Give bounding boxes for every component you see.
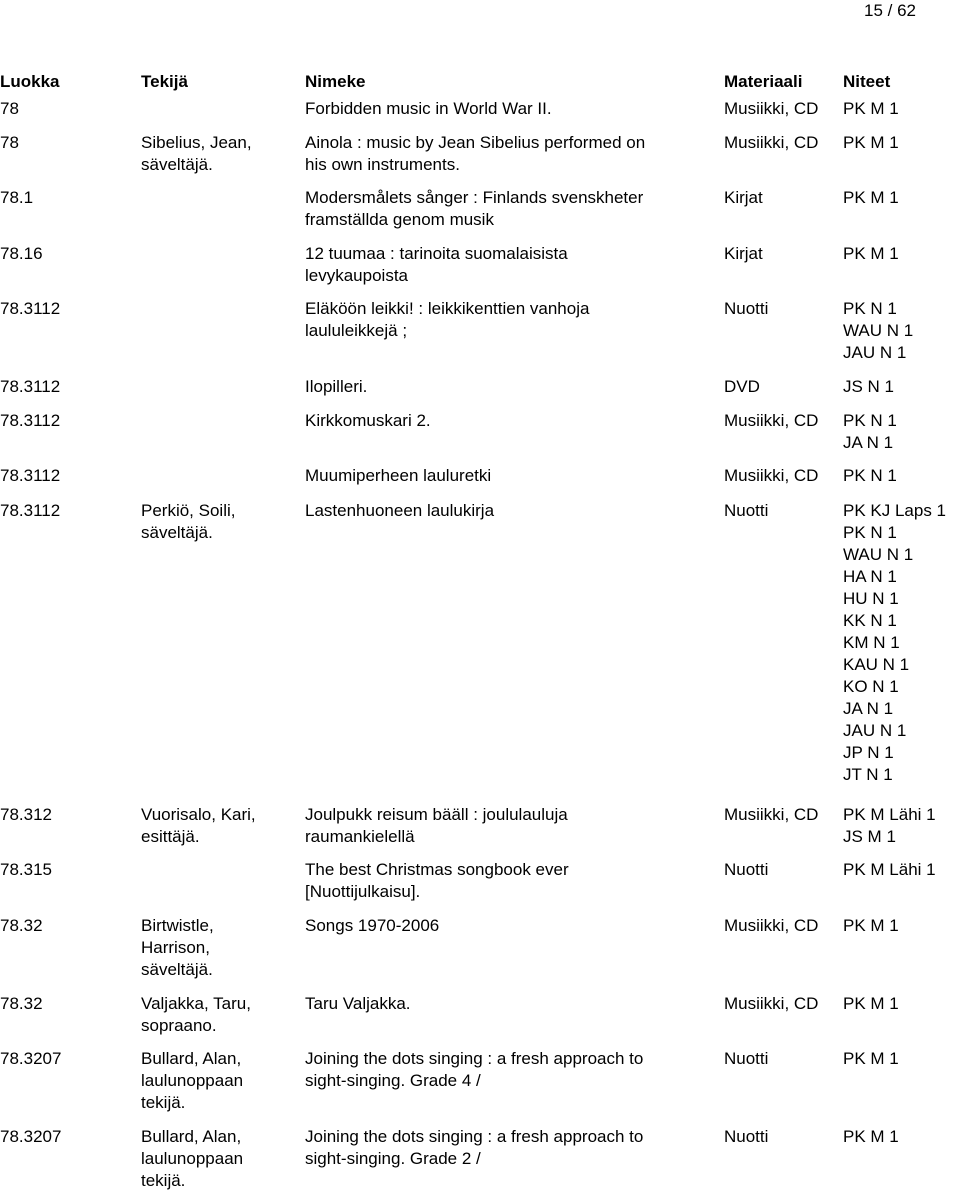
notes-line: JT N 1: [843, 765, 893, 784]
title-line: Eläköön leikki! : leikkikenttien vanhoja: [305, 299, 590, 318]
material-cell: Nuotti: [724, 299, 769, 318]
notes-cell: [843, 1126, 899, 1148]
title-line: levykaupoista: [305, 266, 409, 285]
notes-cell: [843, 243, 899, 265]
material-cell: Nuotti: [724, 501, 769, 520]
notes-line: JS M 1: [843, 827, 896, 846]
notes-line: PK N 1: [843, 466, 897, 485]
class-cell: 78.3112: [0, 377, 61, 396]
notes-line: PK N 1: [843, 411, 897, 430]
material-cell: Musiikki, CD: [724, 133, 819, 152]
notes-line: PK M 1: [843, 188, 899, 207]
notes-line: JP N 1: [843, 743, 894, 762]
class-cell: 78.312: [0, 805, 52, 824]
author-line: Bullard, Alan,: [141, 1127, 242, 1146]
notes-cell: [843, 859, 936, 881]
author-line: Bullard, Alan,: [141, 1049, 242, 1068]
header-author: Tekijä: [141, 72, 188, 91]
class-cell: 78.3112: [0, 411, 61, 430]
author-cell: [141, 132, 252, 176]
header-material: Materiaali: [724, 72, 803, 91]
material-cell: Musiikki, CD: [724, 994, 819, 1013]
notes-line: PK N 1: [843, 523, 897, 542]
title-cell: [305, 298, 589, 342]
class-cell: 78.32: [0, 916, 43, 935]
title-cell: [305, 804, 568, 848]
title-cell: [305, 993, 411, 1015]
notes-line: PK M 1: [843, 1127, 899, 1146]
notes-line: HA N 1: [843, 567, 897, 586]
title-line: his own instruments.: [305, 155, 460, 174]
title-cell: [305, 98, 552, 120]
title-cell: [305, 187, 643, 231]
class-cell: 78: [0, 133, 19, 152]
class-cell: 78.3207: [0, 1049, 62, 1068]
notes-line: PK M 1: [843, 916, 899, 935]
class-cell: 78.3207: [0, 1127, 62, 1146]
notes-line: PK M 1: [843, 133, 899, 152]
notes-cell: [843, 187, 899, 209]
notes-line: KO N 1: [843, 677, 899, 696]
title-line: Songs 1970-2006: [305, 916, 440, 935]
notes-cell: [843, 132, 899, 154]
title-line: sight-singing. Grade 4 /: [305, 1071, 481, 1090]
author-cell: [141, 500, 235, 544]
notes-line: PK M 1: [843, 1049, 899, 1068]
author-line: laulunoppaan: [141, 1071, 244, 1090]
notes-cell: [843, 298, 913, 364]
author-line: säveltäjä.: [141, 523, 213, 542]
title-line: Joining the dots singing : a fresh approach to: [305, 1127, 644, 1146]
notes-line: JA N 1: [843, 433, 894, 452]
class-cell: 78.315: [0, 860, 52, 879]
material-cell: Nuotti: [724, 860, 769, 879]
class-cell: 78.3112: [0, 501, 61, 520]
title-line: Modersmålets sånger : Finlands svenskheter: [305, 188, 644, 207]
notes-cell: [843, 410, 897, 454]
author-cell: [141, 915, 214, 981]
material-cell: Musiikki, CD: [724, 916, 819, 935]
notes-line: PK M Lähi 1: [843, 860, 936, 879]
author-cell: [141, 993, 251, 1037]
material-cell: Nuotti: [724, 1127, 769, 1146]
author-cell: [141, 1048, 243, 1114]
title-line: Ilopilleri.: [305, 377, 368, 396]
author-line: Perkiö, Soili,: [141, 501, 236, 520]
class-cell: 78.3112: [0, 466, 61, 485]
title-line: Kirkkomuskari 2.: [305, 411, 431, 430]
notes-line: KAU N 1: [843, 655, 910, 674]
notes-cell: [843, 98, 899, 120]
title-line: Joining the dots singing : a fresh approach to: [305, 1049, 644, 1068]
notes-line: KK N 1: [843, 611, 897, 630]
author-line: sopraano.: [141, 1016, 217, 1035]
notes-line: PK M 1: [843, 99, 899, 118]
material-cell: DVD: [724, 377, 760, 396]
title-line: 12 tuumaa : tarinoita suomalaisista: [305, 244, 568, 263]
notes-line: JS N 1: [843, 377, 895, 396]
title-cell: [305, 465, 491, 487]
title-cell: [305, 500, 494, 522]
header-notes: Niteet: [843, 72, 891, 91]
notes-cell: [843, 500, 946, 786]
title-line: laululeikkejä ;: [305, 321, 408, 340]
title-cell: [305, 410, 431, 432]
author-cell: [141, 804, 256, 848]
title-line: [Nuottijulkaisu].: [305, 882, 421, 901]
title-line: raumankielellä: [305, 827, 415, 846]
class-cell: 78.32: [0, 994, 43, 1013]
title-line: Forbidden music in World War II.: [305, 99, 552, 118]
notes-line: PK M Lähi 1: [843, 805, 936, 824]
author-line: laulunoppaan: [141, 1149, 244, 1168]
notes-cell: [843, 993, 899, 1015]
class-cell: 78.1: [0, 188, 34, 207]
header-title: Nimeke: [305, 72, 366, 91]
class-cell: 78: [0, 99, 19, 118]
author-line: esittäjä.: [141, 827, 200, 846]
title-cell: [305, 376, 367, 398]
title-cell: [305, 1126, 643, 1170]
notes-cell: [843, 376, 894, 398]
author-cell: [141, 1126, 243, 1192]
notes-line: KM N 1: [843, 633, 900, 652]
notes-line: PK KJ Laps 1: [843, 501, 947, 520]
title-line: Ainola : music by Jean Sibelius performed on: [305, 133, 646, 152]
author-line: tekijä.: [141, 1093, 186, 1112]
material-cell: Musiikki, CD: [724, 99, 819, 118]
title-line: sight-singing. Grade 2 /: [305, 1149, 481, 1168]
title-line: framställda genom musik: [305, 210, 494, 229]
author-line: Birtwistle,: [141, 916, 214, 935]
title-line: Lastenhuoneen laulukirja: [305, 501, 495, 520]
notes-cell: [843, 1048, 899, 1070]
title-cell: [305, 859, 569, 903]
author-line: tekijä.: [141, 1171, 186, 1190]
title-cell: [305, 132, 645, 176]
page-number: 15 / 62: [864, 1, 916, 20]
notes-line: PK N 1: [843, 299, 897, 318]
notes-cell: [843, 915, 899, 937]
author-line: Harrison,: [141, 938, 210, 957]
author-line: säveltäjä.: [141, 155, 213, 174]
author-line: säveltäjä.: [141, 960, 213, 979]
material-cell: Kirjat: [724, 188, 763, 207]
material-cell: Nuotti: [724, 1049, 769, 1068]
class-cell: 78.3112: [0, 299, 61, 318]
notes-line: JAU N 1: [843, 343, 907, 362]
material-cell: Kirjat: [724, 244, 763, 263]
notes-cell: [843, 465, 897, 487]
notes-line: PK M 1: [843, 244, 899, 263]
notes-line: JAU N 1: [843, 721, 907, 740]
material-cell: Musiikki, CD: [724, 805, 819, 824]
title-cell: [305, 1048, 643, 1092]
author-line: Vuorisalo, Kari,: [141, 805, 256, 824]
notes-line: HU N 1: [843, 589, 899, 608]
title-line: Muumiperheen lauluretki: [305, 466, 492, 485]
notes-line: JA N 1: [843, 699, 894, 718]
class-cell: 78.16: [0, 244, 43, 263]
material-cell: Musiikki, CD: [724, 411, 819, 430]
notes-line: WAU N 1: [843, 321, 914, 340]
title-line: Taru Valjakka.: [305, 994, 411, 1013]
title-cell: [305, 915, 439, 937]
notes-line: WAU N 1: [843, 545, 914, 564]
author-line: Sibelius, Jean,: [141, 133, 252, 152]
notes-line: PK M 1: [843, 994, 899, 1013]
notes-cell: [843, 804, 936, 848]
table-header: [0, 71, 960, 93]
header-class: Luokka: [0, 72, 60, 91]
author-line: Valjakka, Taru,: [141, 994, 251, 1013]
title-line: The best Christmas songbook ever: [305, 860, 569, 879]
title-line: Joulpukk reisum bääll : joululauluja: [305, 805, 568, 824]
material-cell: Musiikki, CD: [724, 466, 819, 485]
title-cell: [305, 243, 568, 287]
